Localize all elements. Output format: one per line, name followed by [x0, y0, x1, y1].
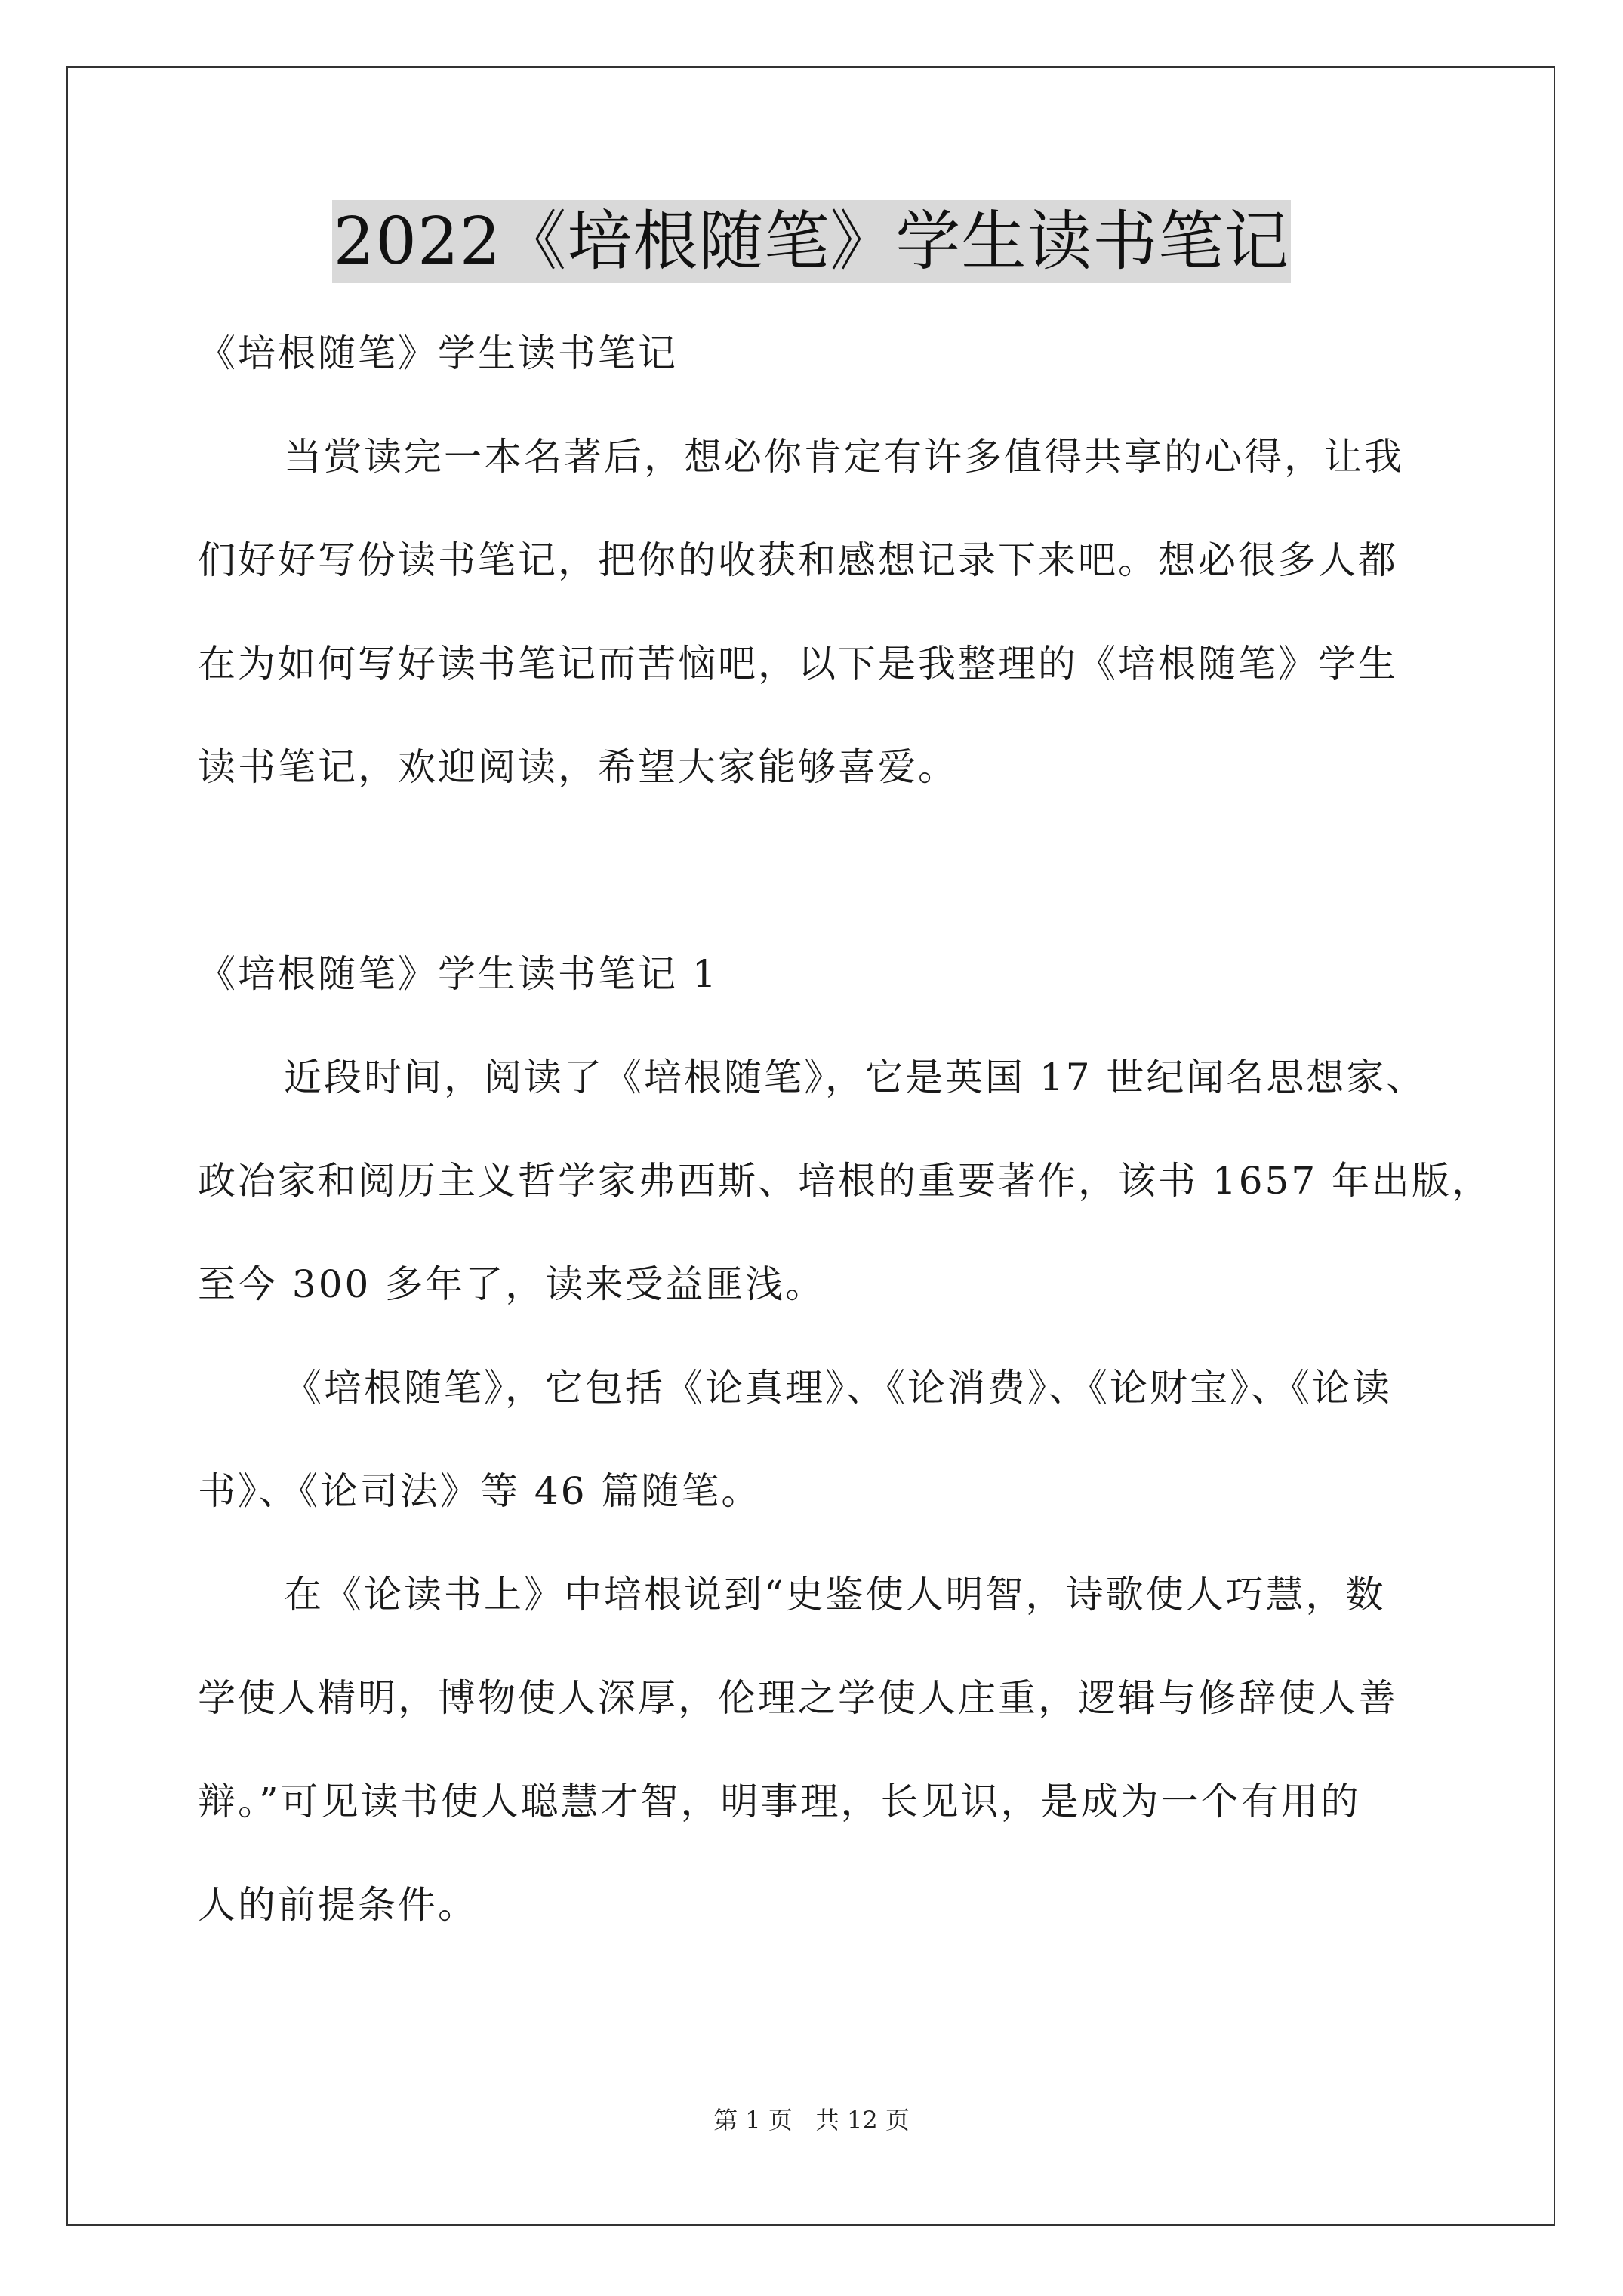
- section-heading: 《培根随笔》学生读书笔记 1: [198, 952, 719, 996]
- intro-heading: 《培根随笔》学生读书笔记: [198, 331, 678, 375]
- paragraph-line: 们好好写份读书笔记，把你的收获和感想记录下来吧。想必很多人都: [198, 538, 1398, 582]
- paragraph-line: 在《论读书上》中培根说到“史鉴使人明智，诗歌使人巧慧，数: [284, 1573, 1386, 1616]
- paragraph-line: 学使人精明，博物使人深厚，伦理之学使人庄重，逻辑与修辞使人善: [198, 1676, 1398, 1720]
- paragraph-line: 辩。”可见读书使人聪慧才智，明事理，长见识，是成为一个有用的: [198, 1780, 1361, 1823]
- paragraph-line: 当赏读完一本名著后，想必你肯定有许多值得共享的心得，让我: [284, 435, 1404, 479]
- spacer: [198, 819, 1436, 923]
- page-number: 第 1 页: [713, 2106, 793, 2134]
- document-body: [198, 302, 1492, 1957]
- page-total: 共 12 页: [815, 2106, 910, 2134]
- document-title: 2022《培根随笔》学生读书笔记: [332, 200, 1292, 283]
- paragraph-line: 在为如何写好读书笔记而苦恼吧，以下是我整理的《培根随笔》学生: [198, 642, 1398, 686]
- paragraph-line: 近段时间，阅读了《培根随笔》，它是英国 17 世纪闻名思想家、: [284, 1056, 1427, 1099]
- paragraph-line: 政冶家和阅历主义哲学家弗西斯、培根的重要著作，该书 1657 年出版，: [198, 1159, 1492, 1203]
- paragraph-line: 书》、《论司法》等 46 篇随笔。: [198, 1469, 762, 1513]
- paragraph-line: 至今 300 多年了，读来受益匪浅。: [198, 1262, 826, 1306]
- paragraph-line: 读书笔记，欢迎阅读，希望大家能够喜爱。: [198, 745, 958, 789]
- title-container: [0, 200, 1623, 283]
- paragraph-line: 《培根随笔》，它包括《论真理》、《论消费》、《论财宝》、《论读: [284, 1366, 1392, 1410]
- page-footer: [0, 2105, 1623, 2135]
- paragraph-line: 人的前提条件。: [198, 1883, 478, 1927]
